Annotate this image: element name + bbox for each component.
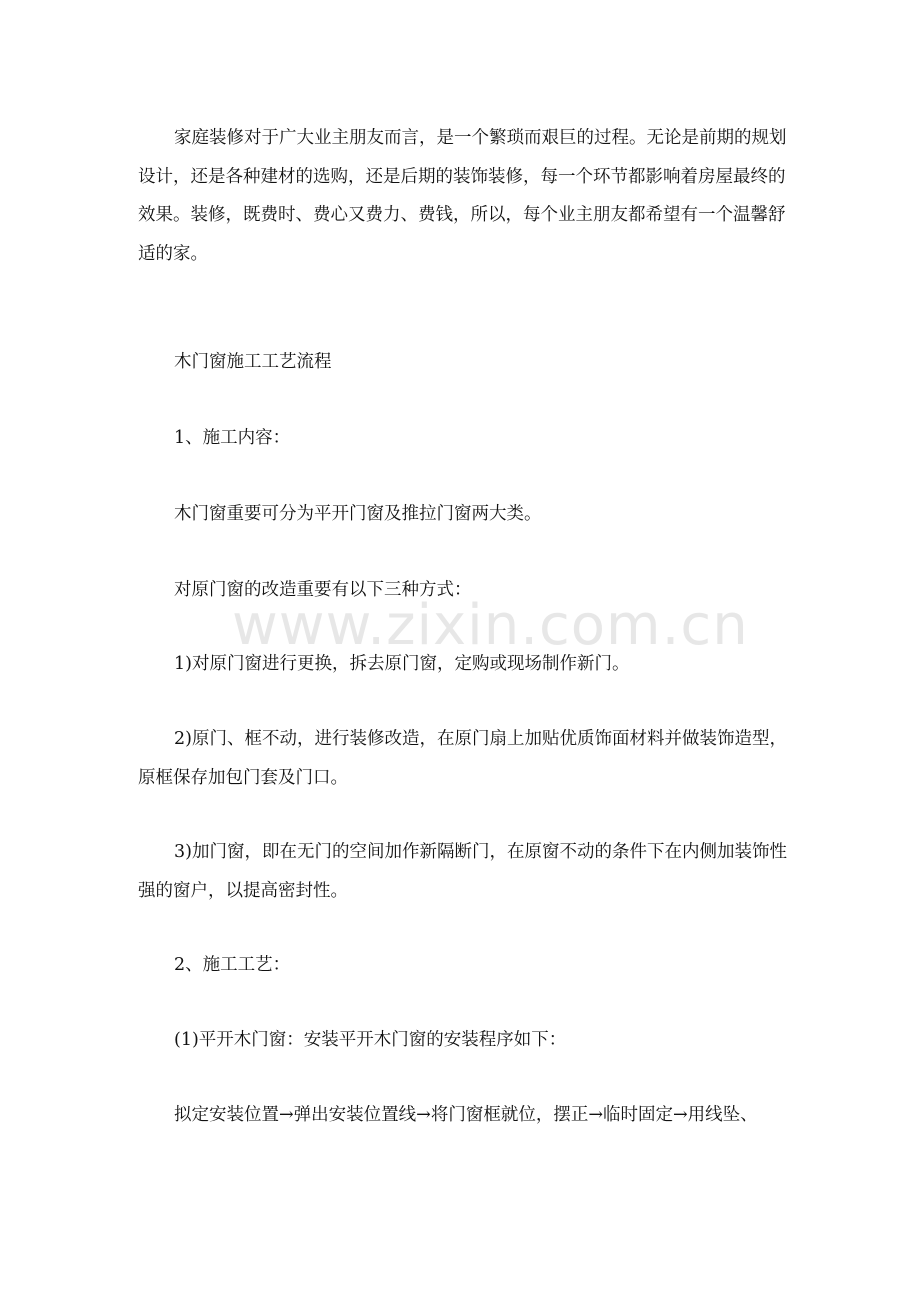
section-title: 木门窗施工工艺流程 <box>174 352 332 372</box>
list-item-method-2: 2)原门、框不动，进行装修改造，在原门扇上加贴优质饰面材料并做装饰造型，原框保存加包门套及门口。 <box>138 729 787 788</box>
paragraph-door-types: 木门窗重要可分为平开门窗及推拉门窗两大类。 <box>174 504 542 524</box>
intro-paragraph: 家庭装修对于广大业主朋友而言，是一个繁琐而艰巨的过程。无论是前期的规划设计，还是各种建材的选购，还是后期的装饰装修，每一个环节都影响着房屋最终的效果。装修，既费时、费心又费力、费钱，所以，每个业主朋友都希望有一个温馨舒适的家。 <box>138 128 787 264</box>
heading-construction-content: 1、施工内容： <box>174 428 291 448</box>
subheading-swing-door: (1)平开木门窗：安装平开木门窗的安装程序如下： <box>174 1030 567 1050</box>
heading-construction-process: 2、施工工艺： <box>174 955 291 975</box>
list-item-method-3: 3)加门窗，即在无门的空间加作新隔断门，在原窗不动的条件下在内侧加装饰性强的窗户，以提高密封性。 <box>138 842 787 901</box>
list-item-method-1: 1)对原门窗进行更换，拆去原门窗，定购或现场制作新门。 <box>174 654 630 674</box>
paragraph-install-steps: 拟定安装位置→弹出安装位置线→将门窗框就位，摆正→临时固定→用线坠、 <box>174 1105 758 1125</box>
paragraph-renovation-methods: 对原门窗的改造重要有以下三种方式： <box>174 580 472 600</box>
watermark: www.zixin.com.cn <box>232 593 749 658</box>
